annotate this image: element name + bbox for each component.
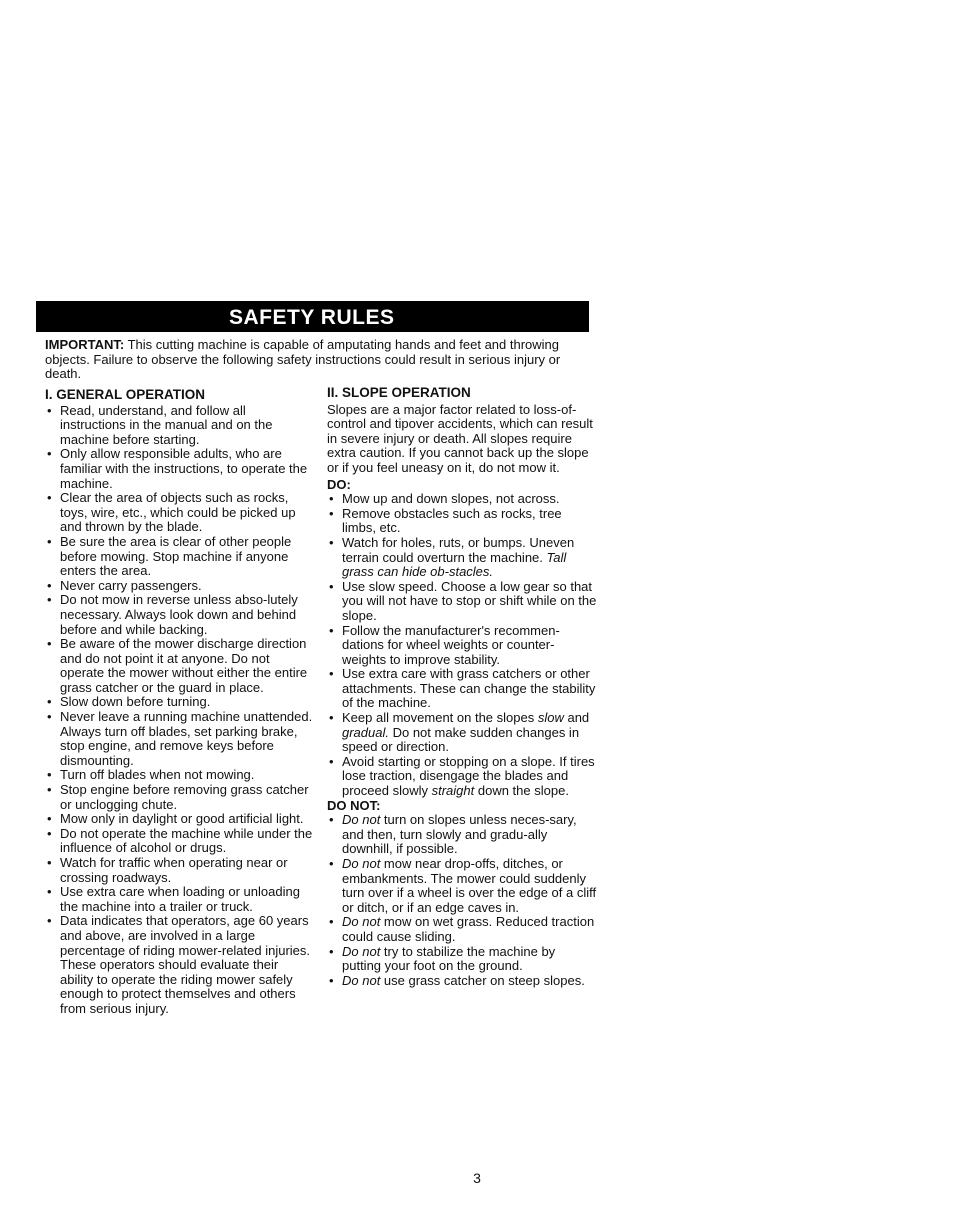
list-item: • Use extra care with grass catchers or other attachments. These can change the stability of the machine. <box>327 667 597 711</box>
list-item <box>327 813 597 857</box>
slope-operation-heading: II. SLOPE OPERATION <box>327 385 471 400</box>
list-item <box>327 974 597 989</box>
item-text: turn on slopes unless neces-sary, and then, turn slowly and gradu-ally downhill, if possible. <box>342 812 577 857</box>
list-item: • Use slow speed. Choose a low gear so that you will not have to stop or shift while on the slope. <box>327 580 597 624</box>
list-item: • Clear the area of objects such as rocks, toys, wire, etc., which could be picked up and thrown by the blade. <box>45 491 315 535</box>
item-text: and <box>563 710 590 726</box>
important-notice <box>45 338 565 382</box>
list-item <box>327 945 597 974</box>
list-item: • Read, understand, and follow all instructions in the manual and on the machine before starting. <box>45 404 315 448</box>
item-text: use grass catcher on steep slopes. <box>380 972 585 988</box>
list-item: • Never carry passengers. <box>45 579 315 594</box>
do-not-list <box>327 813 597 988</box>
list-item: • Mow up and down slopes, not across. <box>327 492 597 507</box>
item-emphasis: Do not <box>342 943 381 959</box>
list-item <box>327 755 597 799</box>
list-item: • Turn off blades when not mowing. <box>45 768 315 783</box>
item-emphasis: Do not <box>342 914 381 930</box>
item-text: try to stabilize the machine by putting your foot on the ground. <box>342 943 556 974</box>
list-item: • Watch for traffic when operating near or crossing roadways. <box>45 856 315 885</box>
general-operation-list <box>45 404 315 1017</box>
item-emphasis: Do not <box>342 856 381 871</box>
list-item: • Be sure the area is clear of other people before mowing. Stop machine if anyone enters the area. <box>45 535 315 579</box>
item-text: down the slope. <box>474 783 569 799</box>
list-item: • Use extra care when loading or unloading the machine into a trailer or truck. <box>45 885 315 914</box>
item-emphasis: slow <box>537 710 564 726</box>
list-item: • Follow the manufacturer's recommen-dations for wheel weights or counter-weights to improve stability. <box>327 624 597 668</box>
banner-title: SAFETY RULES <box>229 306 395 329</box>
item-text: Avoid starting or stopping on a slope. If tires lose traction, disengage the blades and proceed slowly <box>342 753 595 799</box>
list-item: • Do not mow in reverse unless abso-lutely necessary. Always look down and behind before and while backing. <box>45 593 315 637</box>
list-item <box>327 536 597 580</box>
list-item: • Mow only in daylight or good artificial light. <box>45 812 315 827</box>
general-operation-section <box>45 388 315 1017</box>
list-item: • Remove obstacles such as rocks, tree limbs, etc. <box>327 507 597 536</box>
general-operation-heading: I. GENERAL OPERATION <box>45 387 206 402</box>
item-text: Watch for holes, ruts, or bumps. Uneven terrain could overturn the machine. <box>342 534 575 565</box>
slope-intro: Slopes are a major factor related to loss-of-control and tipover accidents, which can result in severe injury or death. All slopes require extra caution. If you cannot back up the slope or if you feel uneasy on it, do not mow it. <box>327 401 593 475</box>
item-text: Keep all movement on the slopes <box>342 710 538 726</box>
item-text: mow near drop-offs, ditches, or embankments. The mower could suddenly turn over if a wheel is over the edge of a cliff or ditch, or if an edge caves in. <box>342 856 597 915</box>
list-item: • Be aware of the mower discharge direction and do not point it at anyone. Do not operate the mower without either the entire grass catcher or the guard in place. <box>45 637 315 695</box>
slope-operation-section <box>327 386 597 988</box>
item-text: mow on wet grass. Reduced traction could cause sliding. <box>342 914 595 944</box>
list-item: • Slow down before turning. <box>45 695 315 710</box>
do-not-label: DO NOT: <box>327 797 381 813</box>
list-item: • Stop engine before removing grass catcher or unclogging chute. <box>45 783 315 812</box>
list-item: • Data indicates that operators, age 60 years and above, are involved in a large percentage of riding mower-related injuries. These operators should evaluate their ability to operate the riding mower safely enough to protect themselves and others from serious injury. <box>45 914 315 1016</box>
do-label: DO: <box>327 476 351 492</box>
important-label: IMPORTANT: <box>45 337 125 352</box>
item-emphasis: straight <box>431 783 475 799</box>
item-emphasis: Do not <box>342 972 381 988</box>
item-emphasis: gradual. <box>342 724 389 740</box>
list-item: • Never leave a running machine unattended. Always turn off blades, set parking brake, stop engine, and remove keys before dismounting. <box>45 710 315 768</box>
safety-rules-banner <box>36 301 589 332</box>
list-item: • Only allow responsible adults, who are familiar with the instructions, to operate the machine. <box>45 447 315 491</box>
item-emphasis: Do not <box>342 812 381 828</box>
item-emphasis: Tall grass can hide ob-stacles. <box>342 549 567 580</box>
item-text: Do not make sudden changes in speed or direction. <box>342 724 580 755</box>
list-item: • Do not operate the machine while under the influence of alcohol or drugs. <box>45 827 315 856</box>
list-item <box>327 857 597 915</box>
page-number: 3 <box>473 1170 481 1186</box>
important-text: This cutting machine is capable of amputating hands and feet and throwing objects. Failure to observe the following safety instructions could result in serious injury or death. <box>45 337 561 382</box>
list-item <box>327 915 597 944</box>
list-item <box>327 711 597 755</box>
do-list <box>327 492 597 798</box>
